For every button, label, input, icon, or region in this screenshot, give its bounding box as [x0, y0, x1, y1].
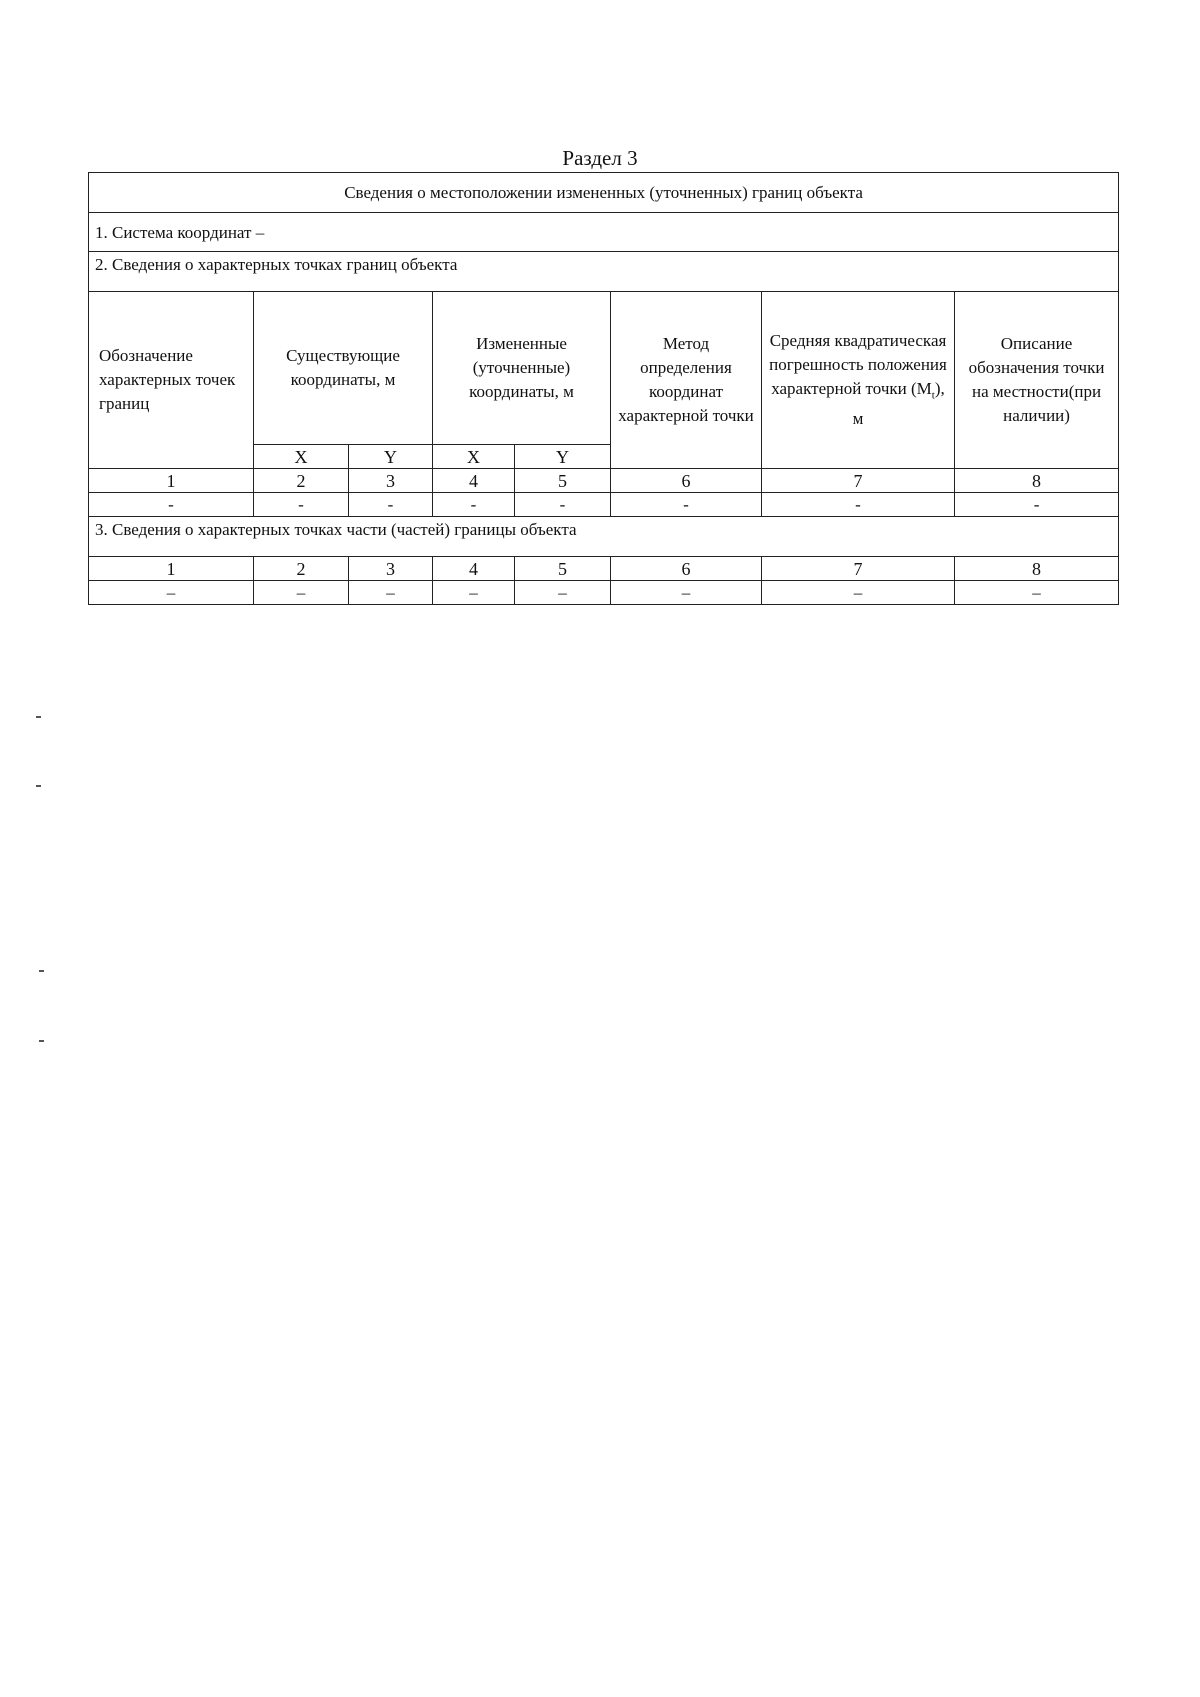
table-cell: –: [433, 581, 515, 605]
table-cell: –: [89, 581, 254, 605]
column-number: 4: [433, 557, 515, 581]
header-mse-sub: t: [931, 389, 935, 402]
table-cell: -: [762, 493, 955, 517]
header-mean-square-error: [762, 292, 955, 469]
column-number: 7: [762, 469, 955, 493]
column-number: 1: [89, 557, 254, 581]
xy-cell: X: [254, 445, 349, 469]
table-cell: -: [349, 493, 433, 517]
header-changed-coordinates: Измененные (уточненные) координаты, м: [433, 292, 611, 445]
header-mse-text: Средняя квадратическая погрешность положения характерной точки (M: [769, 330, 947, 398]
table-cell: -: [433, 493, 515, 517]
table-cell: -: [611, 493, 762, 517]
table-cell: -: [955, 493, 1119, 517]
header-method: Метод определения координат характерной точки: [611, 292, 762, 469]
column-number: 6: [611, 557, 762, 581]
column-number: 7: [762, 557, 955, 581]
column-number: 1: [89, 469, 254, 493]
column-number: 5: [515, 557, 611, 581]
table-cell: –: [762, 581, 955, 605]
column-number: 2: [254, 469, 349, 493]
table-caption-row: [89, 173, 1119, 213]
table-cell: –: [611, 581, 762, 605]
section-title: Раздел 3: [562, 146, 638, 170]
column-number: 3: [349, 469, 433, 493]
part-title-row: [89, 517, 1119, 557]
column-number: 6: [611, 469, 762, 493]
header-point-description: Описание обозначения точки на местности(при наличии): [955, 292, 1119, 469]
header-row: [89, 292, 1119, 445]
part-column-number-row: [89, 557, 1119, 581]
column-number: 8: [955, 557, 1119, 581]
points-title-row: [89, 252, 1119, 292]
points-title: 2. Сведения о характерных точках границ объекта: [89, 252, 1119, 292]
table-cell: –: [515, 581, 611, 605]
part-title: 3. Сведения о характерных точках части (частей) границы объекта: [89, 517, 1119, 557]
margin-mark: [39, 1040, 44, 1042]
xy-cell: Y: [515, 445, 611, 469]
header-point-designation: Обозначение характерных точек границ: [89, 292, 254, 469]
table-cell: –: [955, 581, 1119, 605]
header-mse-tail: ), м: [852, 378, 945, 429]
xy-cell: X: [433, 445, 515, 469]
column-number: 3: [349, 557, 433, 581]
table-cell: -: [89, 493, 254, 517]
margin-mark: [36, 716, 41, 718]
xy-cell: Y: [349, 445, 433, 469]
table-cell: –: [349, 581, 433, 605]
boundary-table: [88, 172, 1119, 605]
table-cell: -: [254, 493, 349, 517]
margin-mark: [39, 970, 44, 972]
column-number: 8: [955, 469, 1119, 493]
column-number: 4: [433, 469, 515, 493]
table-row: [89, 493, 1119, 517]
table-caption: Сведения о местоположении измененных (уточненных) границ объекта: [89, 173, 1119, 213]
table-cell: -: [515, 493, 611, 517]
column-number-row: [89, 469, 1119, 493]
margin-mark: [36, 785, 41, 787]
column-number: 5: [515, 469, 611, 493]
table-row: [89, 581, 1119, 605]
coordinate-system: 1. Система координат –: [89, 213, 1119, 252]
coordinate-system-row: [89, 213, 1119, 252]
column-number: 2: [254, 557, 349, 581]
table-cell: –: [254, 581, 349, 605]
header-existing-coordinates: Существующие координаты, м: [254, 292, 433, 445]
